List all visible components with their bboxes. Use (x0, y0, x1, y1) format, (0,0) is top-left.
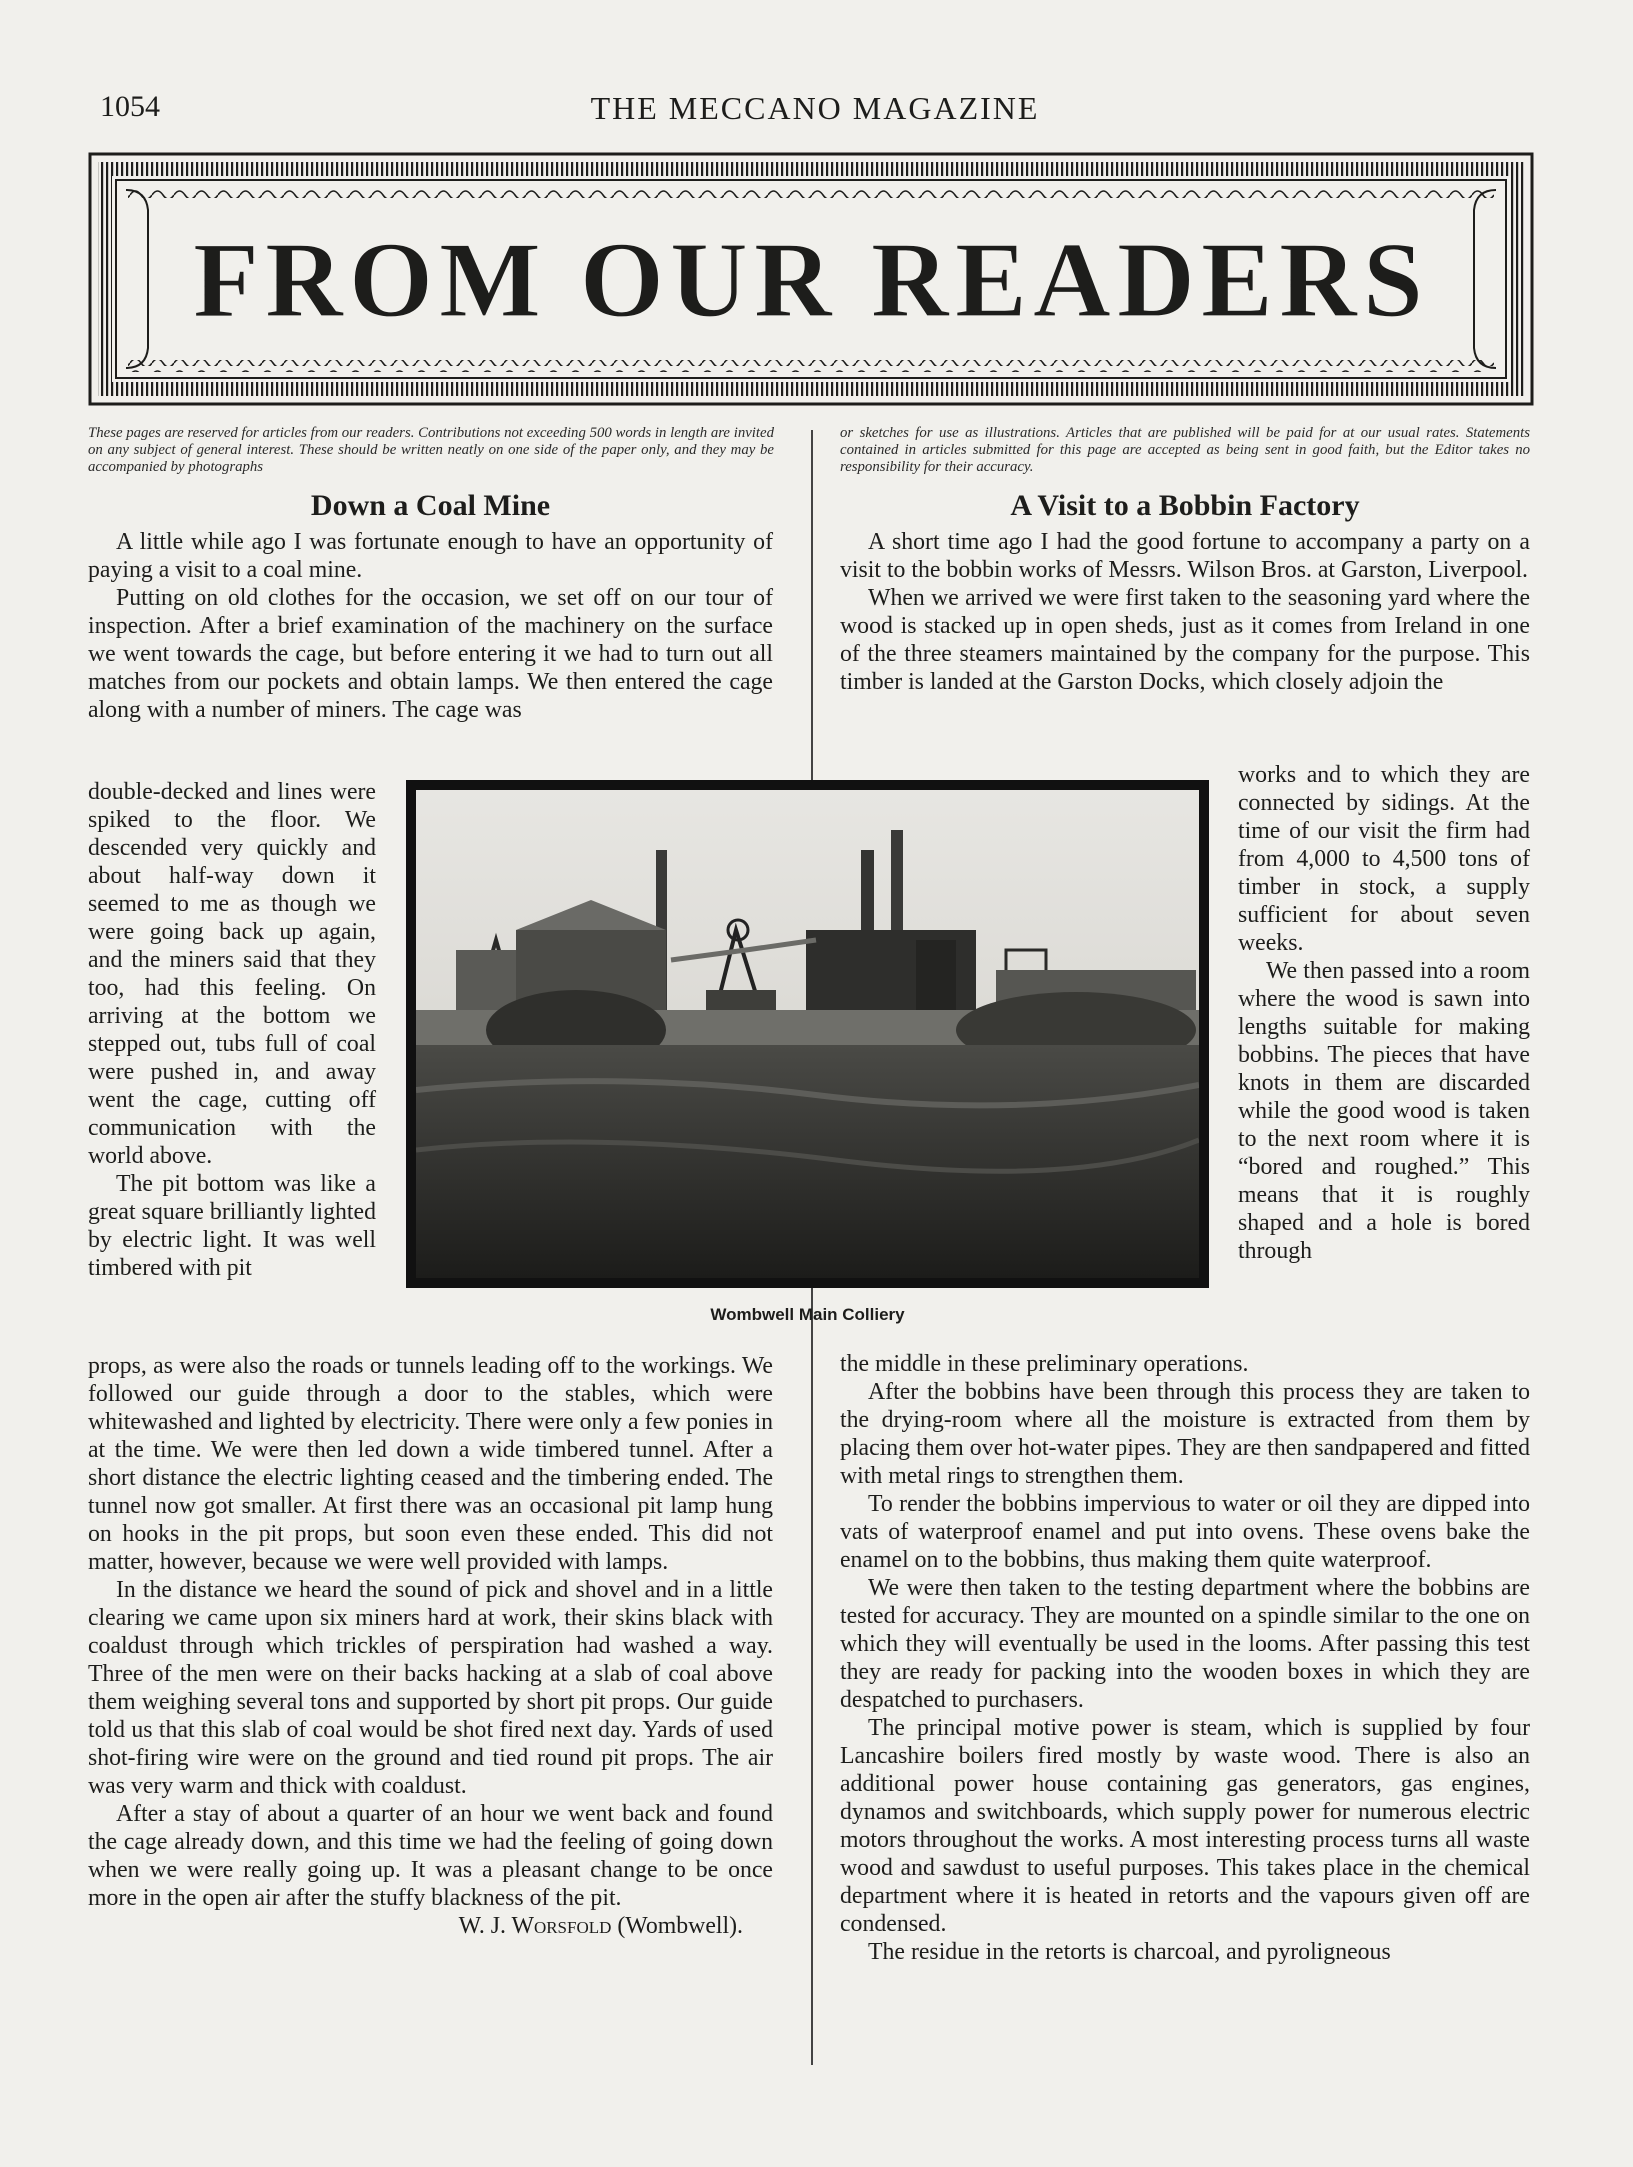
coal-mine-article-top (88, 488, 773, 724)
article-paragraph: The principal motive power is steam, which is supplied by four Lancashire boilers fired mostly by waste wood. There is also an additional power house containing gas generators, gas engines, dynamos and switchboards, which supply power for numerous electric motors throughout the works. A most interesting process turns all waste wood and sawdust to useful purposes. This takes place in the chemical department where it is heated in retorts and the vapours given off are condensed. (840, 1715, 1530, 1937)
article-paragraph: props, as were also the roads or tunnels leading off to the workings. We followed our guide through a door to the stables, which were whitewashed and lighted by electricity. There were only a few ponies in at the time. We were then led down a wide timbered tunnel. After a short distance the electric lighting ceased and the timbering ended. The tunnel now got smaller. At first there was an occasional pit lamp hung on hooks in the pit props, but soon even these ended. This did not matter, however, because we were well provided with lamps. (88, 1353, 773, 1575)
article-paragraph: To render the bobbins impervious to water or oil they are dipped into vats of waterproof enamel and put into ovens. These ovens bake the enamel on to the bobbins, thus making them quite waterproof. (840, 1491, 1530, 1573)
intro-note-left: These pages are reserved for articles from our readers. Contributions not exceeding 500 words in length are invited on any subject of general interest. These should be written neatly on one side of the paper only, and they may be accompanied by photographs (88, 425, 774, 475)
coal-mine-article-bottom (88, 1352, 773, 1940)
bobbin-article-title: A Visit to a Bobbin Factory (1010, 489, 1360, 522)
article-paragraph: After a stay of about a quarter of an hour we went back and found the cage already down, and this time we had the feeling of going down when we were really going up. It was a pleasant change to be once more in the open air after the stuffy blackness of the pit. (88, 1801, 773, 1911)
author-place: (Wombwell). (617, 1913, 743, 1939)
section-banner (86, 150, 1536, 408)
bobbin-article-top (840, 488, 1530, 696)
article-signature (88, 1912, 773, 1940)
article-paragraph: We were then taken to the testing department where the bobbins are tested for accuracy. They are mounted on a spindle similar to the one on which they will eventually be used in the looms. After passing this test they are ready for packing into the wooden boxes in which they are despatched to purchasers. (840, 1575, 1530, 1713)
article-paragraph: double-decked and lines were spiked to the floor. We descended very quickly and about half-way down it seemed to me as though we were going back up again, and the miners said that they too, had this feeling. On arriving at the bottom we stepped out, tubs full of coal were pushed in, and away went the cage, cutting off communication with the world above. (88, 779, 376, 1169)
article-paragraph: In the distance we heard the sound of pick and shovel and in a little clearing we came upon six miners hard at work, their skins black with coaldust through which trickles of perspiration had washed a way. Three of the men were on their backs hacking at a slab of coal above them weighing several tons and supported by short pit props. Our guide told us that this slab of coal would be shot fired next day. Yards of used shot-firing wire were on the ground and tied round pit props. The air was very warm and thick with coaldust. (88, 1577, 773, 1799)
article-paragraph: The pit bottom was like a great square brilliantly lighted by electric light. It was well timbered with pit (88, 1171, 376, 1281)
page-number: 1054 (100, 90, 160, 123)
colliery-photo-image (416, 790, 1199, 1278)
coal-mine-article-wrap (88, 778, 376, 1282)
coal-mine-article-title: Down a Coal Mine (310, 489, 551, 522)
page-header (100, 90, 1530, 135)
article-paragraph: When we arrived we were first taken to the seasoning yard where the wood is stacked up in open sheds, just as it comes from Ireland in one of the three steamers maintained by the company for the purpose. This timber is landed at the Garston Docks, which closely adjoin the (840, 585, 1530, 695)
colliery-photo (406, 780, 1209, 1288)
article-paragraph: A short time ago I had the good fortune to accompany a party on a visit to the bobbin works of Messrs. Wilson Bros. at Garston, Liverpool. (840, 529, 1530, 583)
intro-note-right: or sketches for use as illustrations. Articles that are published will be paid for at our usual rates. Statements contained in articles submitted for this page are accepted as being sent in good faith, but the Editor takes no responsibility for their accuracy. (840, 425, 1530, 475)
author-name: W. J. Worsfold (458, 1913, 612, 1939)
bobbin-article-wrap (1238, 761, 1530, 1265)
article-paragraph: A little while ago I was fortunate enough to have an opportunity of paying a visit to a coal mine. (88, 529, 773, 583)
article-paragraph: works and to which they are connected by sidings. At the time of our visit the firm had from 4,000 to 4,500 tons of timber in stock, a supply sufficient for about seven weeks. (1238, 762, 1530, 956)
banner-frame-graphic (86, 150, 1536, 408)
article-paragraph: the middle in these preliminary operations. (840, 1351, 1249, 1377)
article-paragraph: The residue in the retorts is charcoal, and pyroligneous (868, 1939, 1391, 1965)
photo-caption: Wombwell Main Colliery (710, 1305, 905, 1324)
magazine-title: THE MECCANO MAGAZINE (590, 90, 1040, 126)
article-paragraph: After the bobbins have been through this process they are taken to the drying-room where all the moisture is extracted from them by placing them over hot-water pipes. They are then sandpapered and fitted with metal rings to strengthen them. (840, 1379, 1530, 1489)
article-paragraph: We then passed into a room where the wood is sawn into lengths suitable for making bobbins. The pieces that have knots in them are discarded while the good wood is taken to the next room where it is “bored and roughed.” This means that it is roughly shaped and a hole is bored through (1238, 958, 1530, 1264)
bobbin-article-bottom (840, 1350, 1530, 1966)
article-paragraph: Putting on old clothes for the occasion, we set off on our tour of inspection. After a brief examination of the machinery on the surface we went towards the cage, but before entering it we had to turn out all matches from our pockets and obtain lamps. We then entered the cage along with a number of miners. The cage was (88, 585, 773, 723)
banner-title: FROM OUR READERS (192, 221, 1430, 340)
